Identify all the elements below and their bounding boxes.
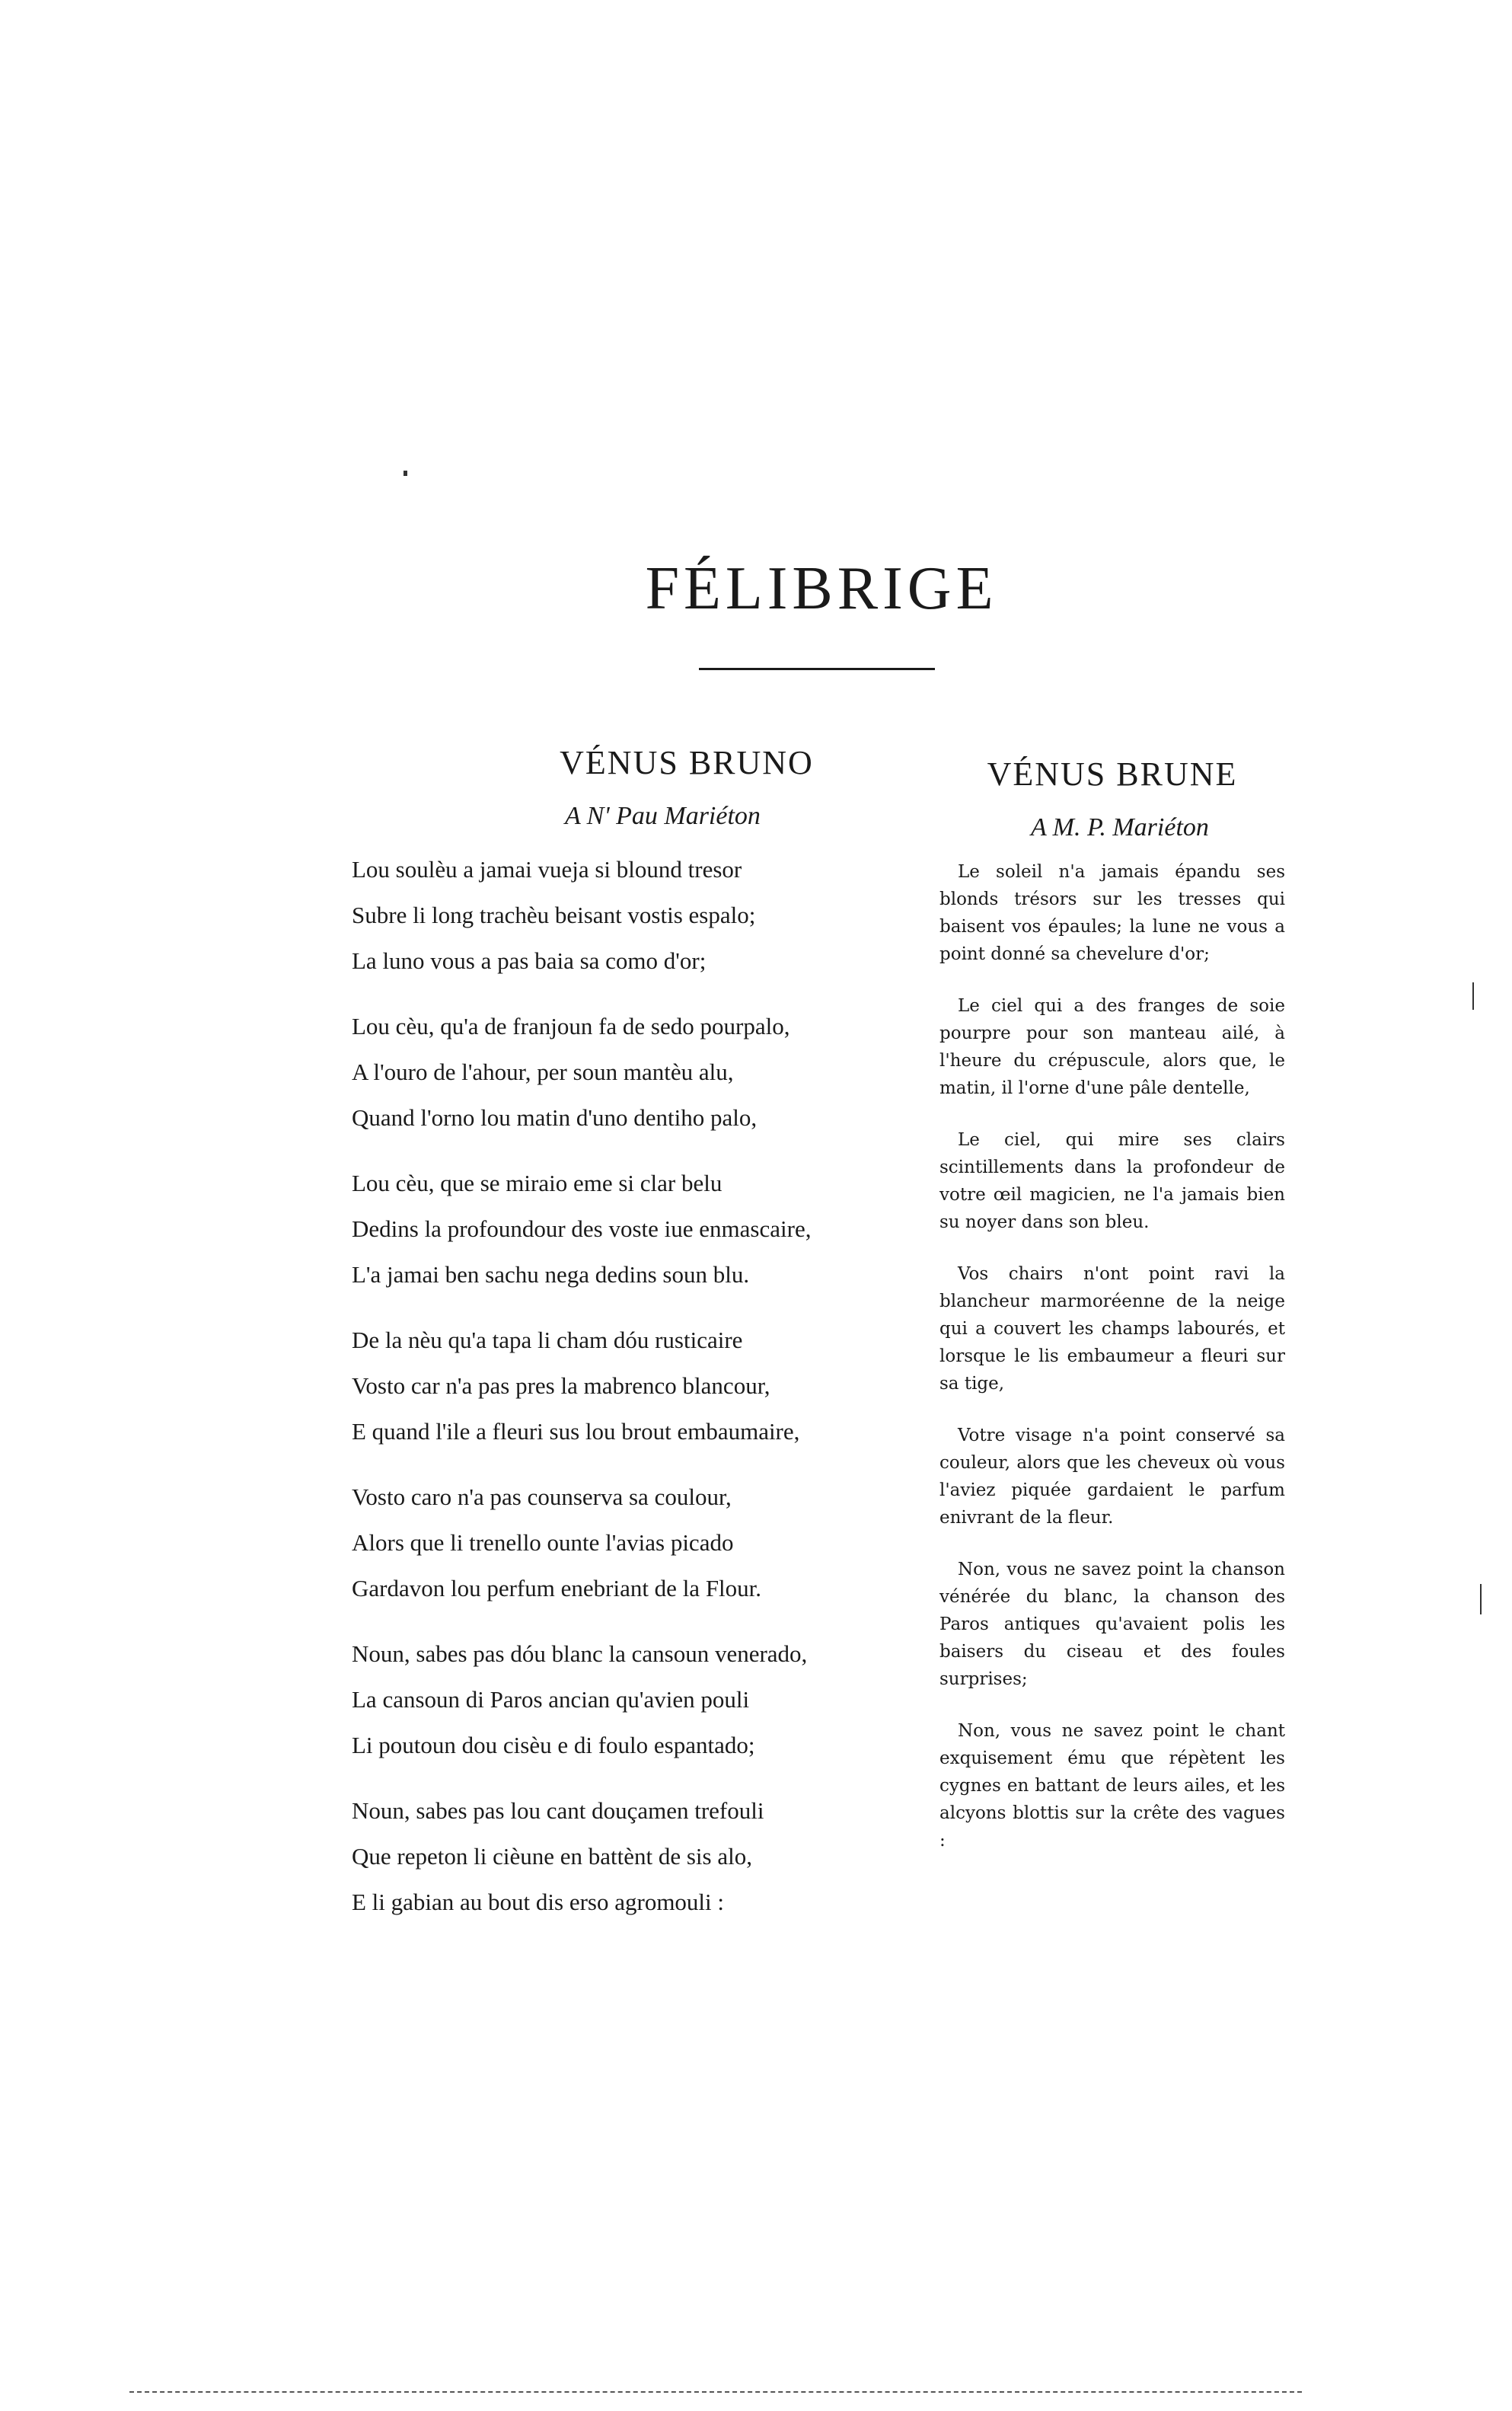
poem-line: Subre li long trachèu beisant vostis espalo; bbox=[352, 902, 756, 928]
translation-paragraph: Le ciel qui a des franges de soie pourpre pour son manteau ailé, à l'heure du crépuscule, alors que, le matin, il l'orne d'une pâle dentelle, bbox=[939, 996, 1285, 1098]
poem-line: Vosto caro n'a pas counserva sa coulour, bbox=[352, 1483, 732, 1510]
poem-line: E quand l'ile a fleuri sus lou brout embaumaire, bbox=[352, 1418, 800, 1445]
poem-stanzas bbox=[352, 847, 930, 1925]
poem-line: Quand l'orno lou matin d'uno dentiho palo, bbox=[352, 1104, 758, 1131]
poem-stanza bbox=[352, 1788, 930, 1925]
poem-line: L'a jamai ben sachu nega dedins soun blu. bbox=[352, 1261, 750, 1288]
translation-paragraph: Non, vous ne savez point le chant exquisement ému que répètent les cygnes en battant de leurs ailes, et les alcyons blottis sur la crête des vagues : bbox=[939, 1721, 1285, 1851]
poem-line: Noun, sabes pas lou cant douçamen trefouli bbox=[352, 1797, 764, 1824]
poem-line: Lou soulèu a jamai vueja si blound tresor bbox=[352, 856, 742, 883]
poem-line: Vosto car n'a pas pres la mabrenco blancour, bbox=[352, 1372, 770, 1399]
translation-paragraph: Non, vous ne savez point la chanson vénérée du blanc, la chanson des Paros antiques qu'avaient polis les baisers du ciseau et des foules surprises; bbox=[939, 1560, 1285, 1689]
translation-paragraph: Le ciel, qui mire ses clairs scintillements dans la profondeur de votre œil magicien, ne l'a jamais bien su noyer dans son bleu. bbox=[939, 1130, 1285, 1232]
poem-line: Que repeton li cièune en battènt de sis alo, bbox=[352, 1843, 752, 1870]
translation-title: VÉNUS BRUNE bbox=[987, 755, 1238, 793]
poem-stanza bbox=[352, 1004, 930, 1141]
poem-line: Li poutoun dou cisèu e di foulo espantado; bbox=[352, 1732, 755, 1758]
poem-title: VÉNUS BRUNO bbox=[560, 744, 814, 781]
poem-line: A l'ouro de l'ahour, per soun mantèu alu, bbox=[352, 1059, 734, 1085]
poem-line: E li gabian au bout dis erso agromouli : bbox=[352, 1889, 725, 1915]
french-translation-column bbox=[939, 750, 1285, 1879]
poem-stanza bbox=[352, 1474, 930, 1611]
title-rule bbox=[699, 668, 935, 670]
translation-dedication: A M. P. Mariéton bbox=[1031, 813, 1209, 841]
poem-stanza bbox=[352, 1631, 930, 1768]
margin-rule-right bbox=[1472, 982, 1474, 1010]
poem-stanza bbox=[352, 1161, 930, 1298]
poem-line: Lou cèu, qu'a de franjoun fa de sedo pourpalo, bbox=[352, 1013, 790, 1039]
margin-rule-right bbox=[1480, 1584, 1482, 1614]
poem-line: Gardavon lou perfum enebriant de la Flour. bbox=[352, 1575, 762, 1601]
poem-line: La cansoun di Paros ancian qu'avien pouli bbox=[352, 1686, 750, 1713]
translation-paragraph: Le soleil n'a jamais épandu ses blonds trésors sur les tresses qui baisent vos épaules; la lune ne vous a point donné sa chevelure d'or; bbox=[939, 862, 1285, 964]
poem-line: Lou cèu, que se miraio eme si clar belu bbox=[352, 1170, 723, 1196]
poem-stanza bbox=[352, 847, 930, 984]
provencal-poem-column bbox=[352, 739, 930, 1945]
translation-paragraph: Votre visage n'a point conservé sa couleur, alors que les cheveux où vous l'aviez piquée gardaient le parfum enivrant de la fleur. bbox=[939, 1426, 1285, 1528]
translation-paragraph: Vos chairs n'ont point ravi la blancheur marmoréenne de la neige qui a couvert les champs labourés, et lorsque le lis embaumeur a fleuri sur sa tige, bbox=[939, 1264, 1285, 1394]
poem-line: Dedins la profoundour des voste iue enmascaire, bbox=[352, 1215, 812, 1242]
poem-dedication: A N' Pau Mariéton bbox=[565, 802, 761, 830]
poem-line: La luno vous a pas baia sa como d'or; bbox=[352, 947, 707, 974]
page-footer-rule bbox=[129, 2391, 1302, 2394]
poem-line: De la nèu qu'a tapa li cham dóu rusticaire bbox=[352, 1327, 743, 1353]
poem-stanza bbox=[352, 1317, 930, 1455]
poem-line: Noun, sabes pas dóu blanc la cansoun venerado, bbox=[352, 1640, 808, 1667]
page-title: FÉLIBRIGE bbox=[645, 555, 998, 622]
poem-line: Alors que li trenello ounte l'avias picado bbox=[352, 1529, 734, 1556]
translation-paragraphs bbox=[939, 858, 1285, 1854]
margin-speck bbox=[404, 471, 407, 476]
